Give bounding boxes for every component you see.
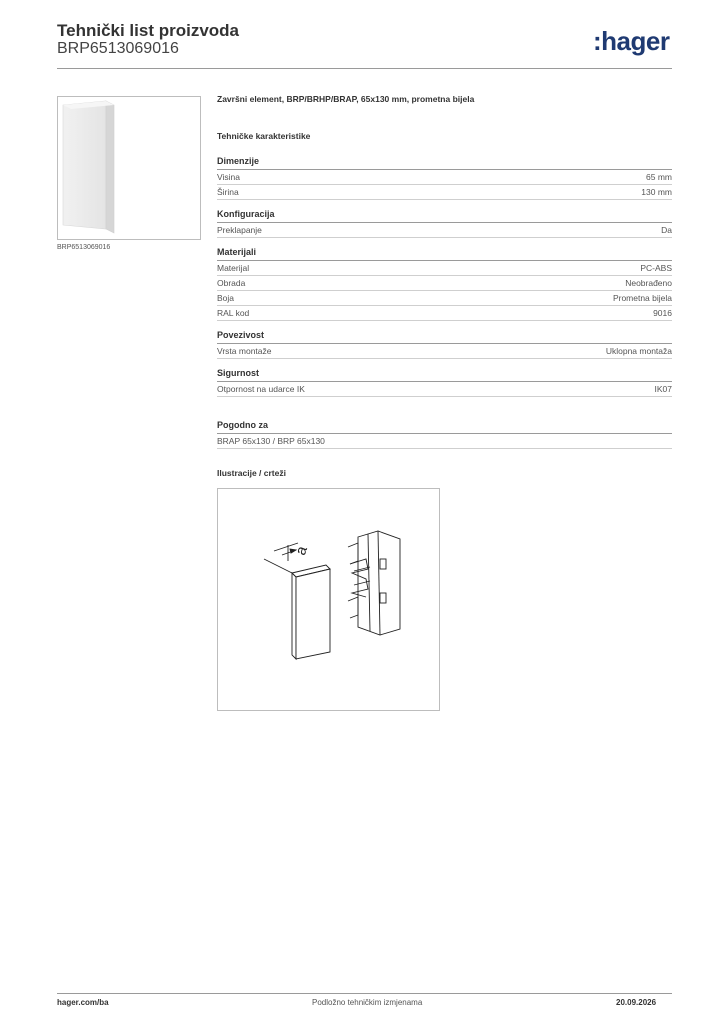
spec-label: Vrsta montaže: [217, 346, 272, 356]
section-materials: [217, 247, 672, 321]
spec-label: Širina: [217, 187, 239, 197]
spec-row: [217, 291, 672, 306]
section-title: Sigurnost: [217, 368, 672, 382]
tech-heading: Tehničke karakteristike: [217, 131, 311, 141]
footer-divider: [57, 993, 672, 994]
thumbnail-caption: BRP6513069016: [57, 244, 111, 251]
spec-label: Obrada: [217, 278, 246, 288]
section-connectivity: [217, 330, 672, 359]
spec-label: Materijal: [217, 263, 250, 273]
spec-value: Prometna bijela: [612, 293, 672, 303]
spec-row: [217, 306, 672, 321]
page-title: Tehnički list proizvoda: [57, 21, 239, 40]
spec-value: Uklopna montaža: [605, 346, 672, 356]
footer-date: 20.09.2026: [616, 998, 657, 1007]
spec-row: [217, 434, 672, 449]
section-suitable-for: [217, 420, 672, 449]
spec-value: 9016: [653, 308, 672, 318]
spec-row: [217, 276, 672, 291]
logo-text: hager: [601, 26, 670, 56]
spec-value: 65 mm: [646, 172, 672, 182]
section-dimensions: [217, 156, 672, 200]
section-title: Povezivost: [217, 330, 672, 344]
technical-drawing: [217, 488, 440, 711]
product-image: [58, 97, 200, 239]
end-cap-drawing: [218, 489, 439, 710]
product-description: Završni element, BRP/BRHP/BRAP, 65x130 mm, prometna bijela: [217, 94, 475, 104]
spec-label: RAL kod: [217, 308, 250, 318]
spec-label: Preklapanje: [217, 225, 262, 235]
spec-row: [217, 170, 672, 185]
dimension-label: a: [292, 543, 312, 558]
section-title: Konfiguracija: [217, 209, 672, 223]
spec-row: [217, 344, 672, 359]
product-code: BRP6513069016: [57, 40, 179, 57]
spec-label: Otpornost na udarce IK: [217, 384, 305, 394]
section-safety: [217, 368, 672, 397]
spec-value: Da: [661, 225, 672, 235]
footer-website[interactable]: hager.com/ba: [57, 998, 109, 1007]
spec-row: [217, 382, 672, 397]
spec-row: [217, 261, 672, 276]
spec-value: PC-ABS: [640, 263, 672, 273]
section-title: Pogodno za: [217, 420, 672, 434]
spec-label: Visina: [217, 172, 240, 182]
spec-row: [217, 185, 672, 200]
section-title: Materijali: [217, 247, 672, 261]
hager-logo: :hager: [593, 26, 670, 56]
spec-row: [217, 223, 672, 238]
product-thumbnail: [57, 96, 201, 240]
illustrations-heading: Ilustracije / crteži: [217, 468, 286, 478]
section-title: Dimenzije: [217, 156, 672, 170]
spec-label: BRAP 65x130 / BRP 65x130: [217, 436, 325, 446]
spec-value: Neobrađeno: [625, 278, 672, 288]
spec-value: IK07: [654, 384, 672, 394]
spec-label: Boja: [217, 293, 235, 303]
header-divider: [57, 68, 672, 69]
spec-value: 130 mm: [641, 187, 672, 197]
footer-note: Podložno tehničkim izmjenama: [312, 998, 423, 1007]
section-configuration: [217, 209, 672, 238]
